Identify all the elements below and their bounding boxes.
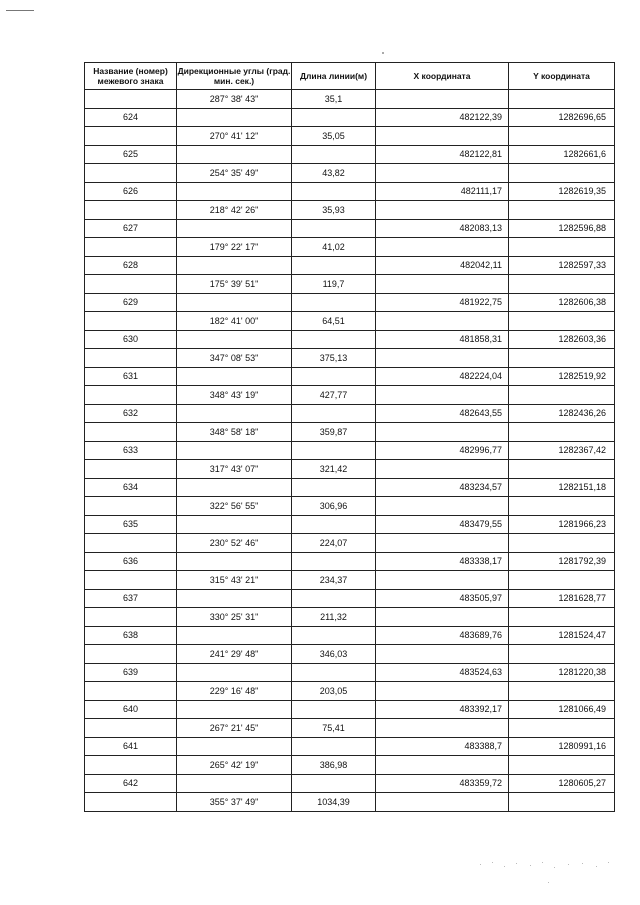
segment-row (85, 756, 615, 775)
cell-x: 483689,76 (376, 626, 509, 645)
cell-y: 1282436,26 (509, 404, 615, 423)
point-row (85, 441, 615, 460)
cell-length: 35,05 (292, 127, 376, 146)
cell-angle: 182° 41' 00" (177, 312, 292, 331)
cell-length: 119,7 (292, 275, 376, 294)
cell-empty (292, 626, 376, 645)
cell-x: 481858,31 (376, 330, 509, 349)
cell-x: 483524,63 (376, 663, 509, 682)
cell-empty (85, 386, 177, 405)
cell-empty (509, 460, 615, 479)
cell-empty (376, 312, 509, 331)
cell-empty (376, 349, 509, 368)
cell-point-name: 626 (85, 182, 177, 201)
cell-empty (177, 219, 292, 238)
cell-empty (509, 608, 615, 627)
cell-point-name: 629 (85, 293, 177, 312)
segment-row (85, 201, 615, 220)
point-row (85, 404, 615, 423)
cell-empty (177, 108, 292, 127)
segment-row (85, 719, 615, 738)
cell-empty (85, 423, 177, 442)
cell-empty (177, 145, 292, 164)
cell-x: 483388,7 (376, 737, 509, 756)
cell-angle: 267° 21' 45" (177, 719, 292, 738)
segment-row (85, 164, 615, 183)
segment-row (85, 497, 615, 516)
cell-empty (292, 293, 376, 312)
cell-empty (177, 330, 292, 349)
cell-empty (509, 201, 615, 220)
cell-angle: 347° 08' 53" (177, 349, 292, 368)
cell-x: 483338,17 (376, 552, 509, 571)
point-row (85, 219, 615, 238)
cell-empty (85, 275, 177, 294)
cell-angle: 287° 38' 43" (177, 90, 292, 109)
header-x: X координата (376, 63, 509, 90)
point-row (85, 700, 615, 719)
segment-row (85, 349, 615, 368)
cell-empty (376, 793, 509, 812)
segment-row (85, 90, 615, 109)
cell-empty (85, 164, 177, 183)
cell-x: 481922,75 (376, 293, 509, 312)
cell-length: 211,32 (292, 608, 376, 627)
cell-length: 64,51 (292, 312, 376, 331)
segment-row (85, 275, 615, 294)
header-y: Y координата (509, 63, 615, 90)
cell-empty (292, 404, 376, 423)
cell-empty (85, 571, 177, 590)
cell-y: 1280605,27 (509, 774, 615, 793)
cell-length: 41,02 (292, 238, 376, 257)
cell-length: 75,41 (292, 719, 376, 738)
point-row (85, 626, 615, 645)
cell-empty (292, 367, 376, 386)
cell-x: 482122,39 (376, 108, 509, 127)
cell-angle: 348° 58' 18" (177, 423, 292, 442)
cell-empty (376, 275, 509, 294)
cell-angle: 254° 35' 49" (177, 164, 292, 183)
cell-angle: 315° 43' 21" (177, 571, 292, 590)
cell-empty (376, 497, 509, 516)
cell-y: 1281524,47 (509, 626, 615, 645)
cell-x: 483359,72 (376, 774, 509, 793)
cell-empty (509, 645, 615, 664)
cell-empty (376, 423, 509, 442)
cell-y: 1281220,38 (509, 663, 615, 682)
cell-empty (292, 182, 376, 201)
cell-empty (177, 663, 292, 682)
scan-noise (478, 860, 618, 890)
cell-empty (85, 682, 177, 701)
cell-point-name: 630 (85, 330, 177, 349)
cell-angle: 229° 16' 48" (177, 682, 292, 701)
cell-empty (85, 793, 177, 812)
point-row (85, 108, 615, 127)
corner-scan-mark (6, 10, 34, 11)
cell-empty (376, 201, 509, 220)
cell-empty (292, 552, 376, 571)
segment-row (85, 386, 615, 405)
cell-point-name: 632 (85, 404, 177, 423)
cell-x: 482122,81 (376, 145, 509, 164)
point-row (85, 145, 615, 164)
cell-empty (509, 312, 615, 331)
cell-empty (376, 719, 509, 738)
cell-length: 427,77 (292, 386, 376, 405)
cell-empty (509, 127, 615, 146)
cell-empty (85, 719, 177, 738)
point-row (85, 182, 615, 201)
cell-empty (177, 478, 292, 497)
header-angle: Дирекционные углы (град. мин. сек.) (177, 63, 292, 90)
cell-y: 1282596,88 (509, 219, 615, 238)
header-length: Длина линии(м) (292, 63, 376, 90)
cell-angle: 241° 29' 48" (177, 645, 292, 664)
cell-empty (292, 478, 376, 497)
cell-point-name: 641 (85, 737, 177, 756)
cell-empty (376, 238, 509, 257)
cell-angle: 218° 42' 26" (177, 201, 292, 220)
cell-angle: 179° 22' 17" (177, 238, 292, 257)
cell-y: 1282606,38 (509, 293, 615, 312)
point-row (85, 256, 615, 275)
cell-angle: 265° 42' 19" (177, 756, 292, 775)
point-row (85, 367, 615, 386)
cell-empty (85, 608, 177, 627)
cell-point-name: 638 (85, 626, 177, 645)
cell-x: 482083,13 (376, 219, 509, 238)
cell-angle: 330° 25' 31" (177, 608, 292, 627)
cell-empty (292, 700, 376, 719)
cell-y: 1282151,18 (509, 478, 615, 497)
cell-empty (177, 589, 292, 608)
cell-empty (85, 90, 177, 109)
cell-y: 1282519,92 (509, 367, 615, 386)
cell-y: 1281792,39 (509, 552, 615, 571)
cell-x: 483505,97 (376, 589, 509, 608)
cell-y: 1282367,42 (509, 441, 615, 460)
segment-row (85, 645, 615, 664)
point-row (85, 330, 615, 349)
cell-y: 1282661,6 (509, 145, 615, 164)
cell-empty (376, 608, 509, 627)
cell-empty (376, 127, 509, 146)
cell-empty (509, 90, 615, 109)
cell-y: 1281966,23 (509, 515, 615, 534)
cell-y: 1282597,33 (509, 256, 615, 275)
cell-y: 1281066,49 (509, 700, 615, 719)
cell-angle: 348° 43' 19" (177, 386, 292, 405)
cell-empty (376, 460, 509, 479)
cell-empty (177, 404, 292, 423)
cell-point-name: 635 (85, 515, 177, 534)
cell-point-name: 633 (85, 441, 177, 460)
cell-empty (85, 312, 177, 331)
cell-angle: 270° 41' 12" (177, 127, 292, 146)
segment-row (85, 682, 615, 701)
cell-empty (177, 182, 292, 201)
cell-empty (376, 534, 509, 553)
cell-angle: 230° 52' 46" (177, 534, 292, 553)
cell-length: 375,13 (292, 349, 376, 368)
cell-length: 346,03 (292, 645, 376, 664)
cell-y: 1282619,35 (509, 182, 615, 201)
point-row (85, 293, 615, 312)
cell-length: 234,37 (292, 571, 376, 590)
cell-empty (85, 238, 177, 257)
cell-empty (85, 645, 177, 664)
cell-empty (509, 275, 615, 294)
cell-x: 483479,55 (376, 515, 509, 534)
cell-empty (292, 663, 376, 682)
cell-empty (292, 515, 376, 534)
cell-empty (177, 256, 292, 275)
cell-x: 482042,11 (376, 256, 509, 275)
cell-point-name: 624 (85, 108, 177, 127)
cell-empty (509, 756, 615, 775)
cell-length: 359,87 (292, 423, 376, 442)
cell-empty (292, 589, 376, 608)
cell-empty (177, 700, 292, 719)
scan-speck (382, 52, 384, 54)
cell-empty (177, 774, 292, 793)
segment-row (85, 238, 615, 257)
cell-empty (292, 108, 376, 127)
cell-empty (509, 164, 615, 183)
cell-x: 483392,17 (376, 700, 509, 719)
cell-length: 1034,39 (292, 793, 376, 812)
segment-row (85, 423, 615, 442)
cell-empty (292, 330, 376, 349)
cell-point-name: 639 (85, 663, 177, 682)
cell-angle: 317° 43' 07" (177, 460, 292, 479)
segment-row (85, 127, 615, 146)
cell-empty (177, 552, 292, 571)
cell-empty (177, 737, 292, 756)
cell-empty (177, 626, 292, 645)
cell-empty (85, 349, 177, 368)
boundary-coordinates-table (84, 62, 615, 812)
cell-length: 386,98 (292, 756, 376, 775)
cell-empty (509, 571, 615, 590)
cell-empty (509, 534, 615, 553)
cell-empty (509, 238, 615, 257)
cell-empty (85, 127, 177, 146)
point-row (85, 589, 615, 608)
cell-length: 203,05 (292, 682, 376, 701)
cell-point-name: 634 (85, 478, 177, 497)
cell-point-name: 636 (85, 552, 177, 571)
cell-point-name: 640 (85, 700, 177, 719)
cell-point-name: 642 (85, 774, 177, 793)
cell-angle: 175° 39' 51" (177, 275, 292, 294)
cell-angle: 322° 56' 55" (177, 497, 292, 516)
cell-empty (509, 497, 615, 516)
cell-x: 483234,57 (376, 478, 509, 497)
cell-empty (85, 756, 177, 775)
cell-x: 482996,77 (376, 441, 509, 460)
cell-x: 482224,04 (376, 367, 509, 386)
cell-empty (85, 497, 177, 516)
cell-empty (177, 293, 292, 312)
cell-empty (85, 460, 177, 479)
point-row (85, 663, 615, 682)
cell-x: 482111,17 (376, 182, 509, 201)
cell-empty (509, 386, 615, 405)
segment-row (85, 312, 615, 331)
cell-x: 482643,55 (376, 404, 509, 423)
cell-angle: 355° 37' 49" (177, 793, 292, 812)
cell-point-name: 628 (85, 256, 177, 275)
cell-empty (376, 571, 509, 590)
cell-empty (85, 534, 177, 553)
cell-empty (292, 145, 376, 164)
cell-empty (292, 441, 376, 460)
point-row (85, 552, 615, 571)
cell-length: 306,96 (292, 497, 376, 516)
header-row (85, 63, 615, 90)
segment-row (85, 608, 615, 627)
cell-empty (509, 349, 615, 368)
table-body (85, 90, 615, 812)
cell-empty (376, 164, 509, 183)
cell-length: 321,42 (292, 460, 376, 479)
cell-empty (177, 367, 292, 386)
cell-length: 35,93 (292, 201, 376, 220)
cell-length: 224,07 (292, 534, 376, 553)
cell-empty (509, 719, 615, 738)
cell-point-name: 627 (85, 219, 177, 238)
cell-empty (177, 441, 292, 460)
cell-point-name: 631 (85, 367, 177, 386)
segment-row (85, 534, 615, 553)
point-row (85, 737, 615, 756)
header-name: Название (номер) межевого знака (85, 63, 177, 90)
cell-empty (509, 682, 615, 701)
cell-y: 1280991,16 (509, 737, 615, 756)
cell-empty (376, 756, 509, 775)
cell-y: 1281628,77 (509, 589, 615, 608)
cell-y: 1282696,65 (509, 108, 615, 127)
point-row (85, 515, 615, 534)
segment-row (85, 460, 615, 479)
cell-y: 1282603,36 (509, 330, 615, 349)
cell-empty (509, 793, 615, 812)
cell-empty (376, 90, 509, 109)
cell-length: 35,1 (292, 90, 376, 109)
cell-empty (509, 423, 615, 442)
cell-empty (292, 219, 376, 238)
cell-empty (376, 386, 509, 405)
cell-point-name: 637 (85, 589, 177, 608)
table-header (85, 63, 615, 90)
cell-length: 43,82 (292, 164, 376, 183)
cell-empty (85, 201, 177, 220)
point-row (85, 478, 615, 497)
cell-empty (292, 737, 376, 756)
cell-empty (292, 774, 376, 793)
segment-row (85, 571, 615, 590)
cell-empty (292, 256, 376, 275)
point-row (85, 774, 615, 793)
cell-empty (376, 682, 509, 701)
cell-empty (376, 645, 509, 664)
segment-row (85, 793, 615, 812)
cell-point-name: 625 (85, 145, 177, 164)
cell-empty (177, 515, 292, 534)
